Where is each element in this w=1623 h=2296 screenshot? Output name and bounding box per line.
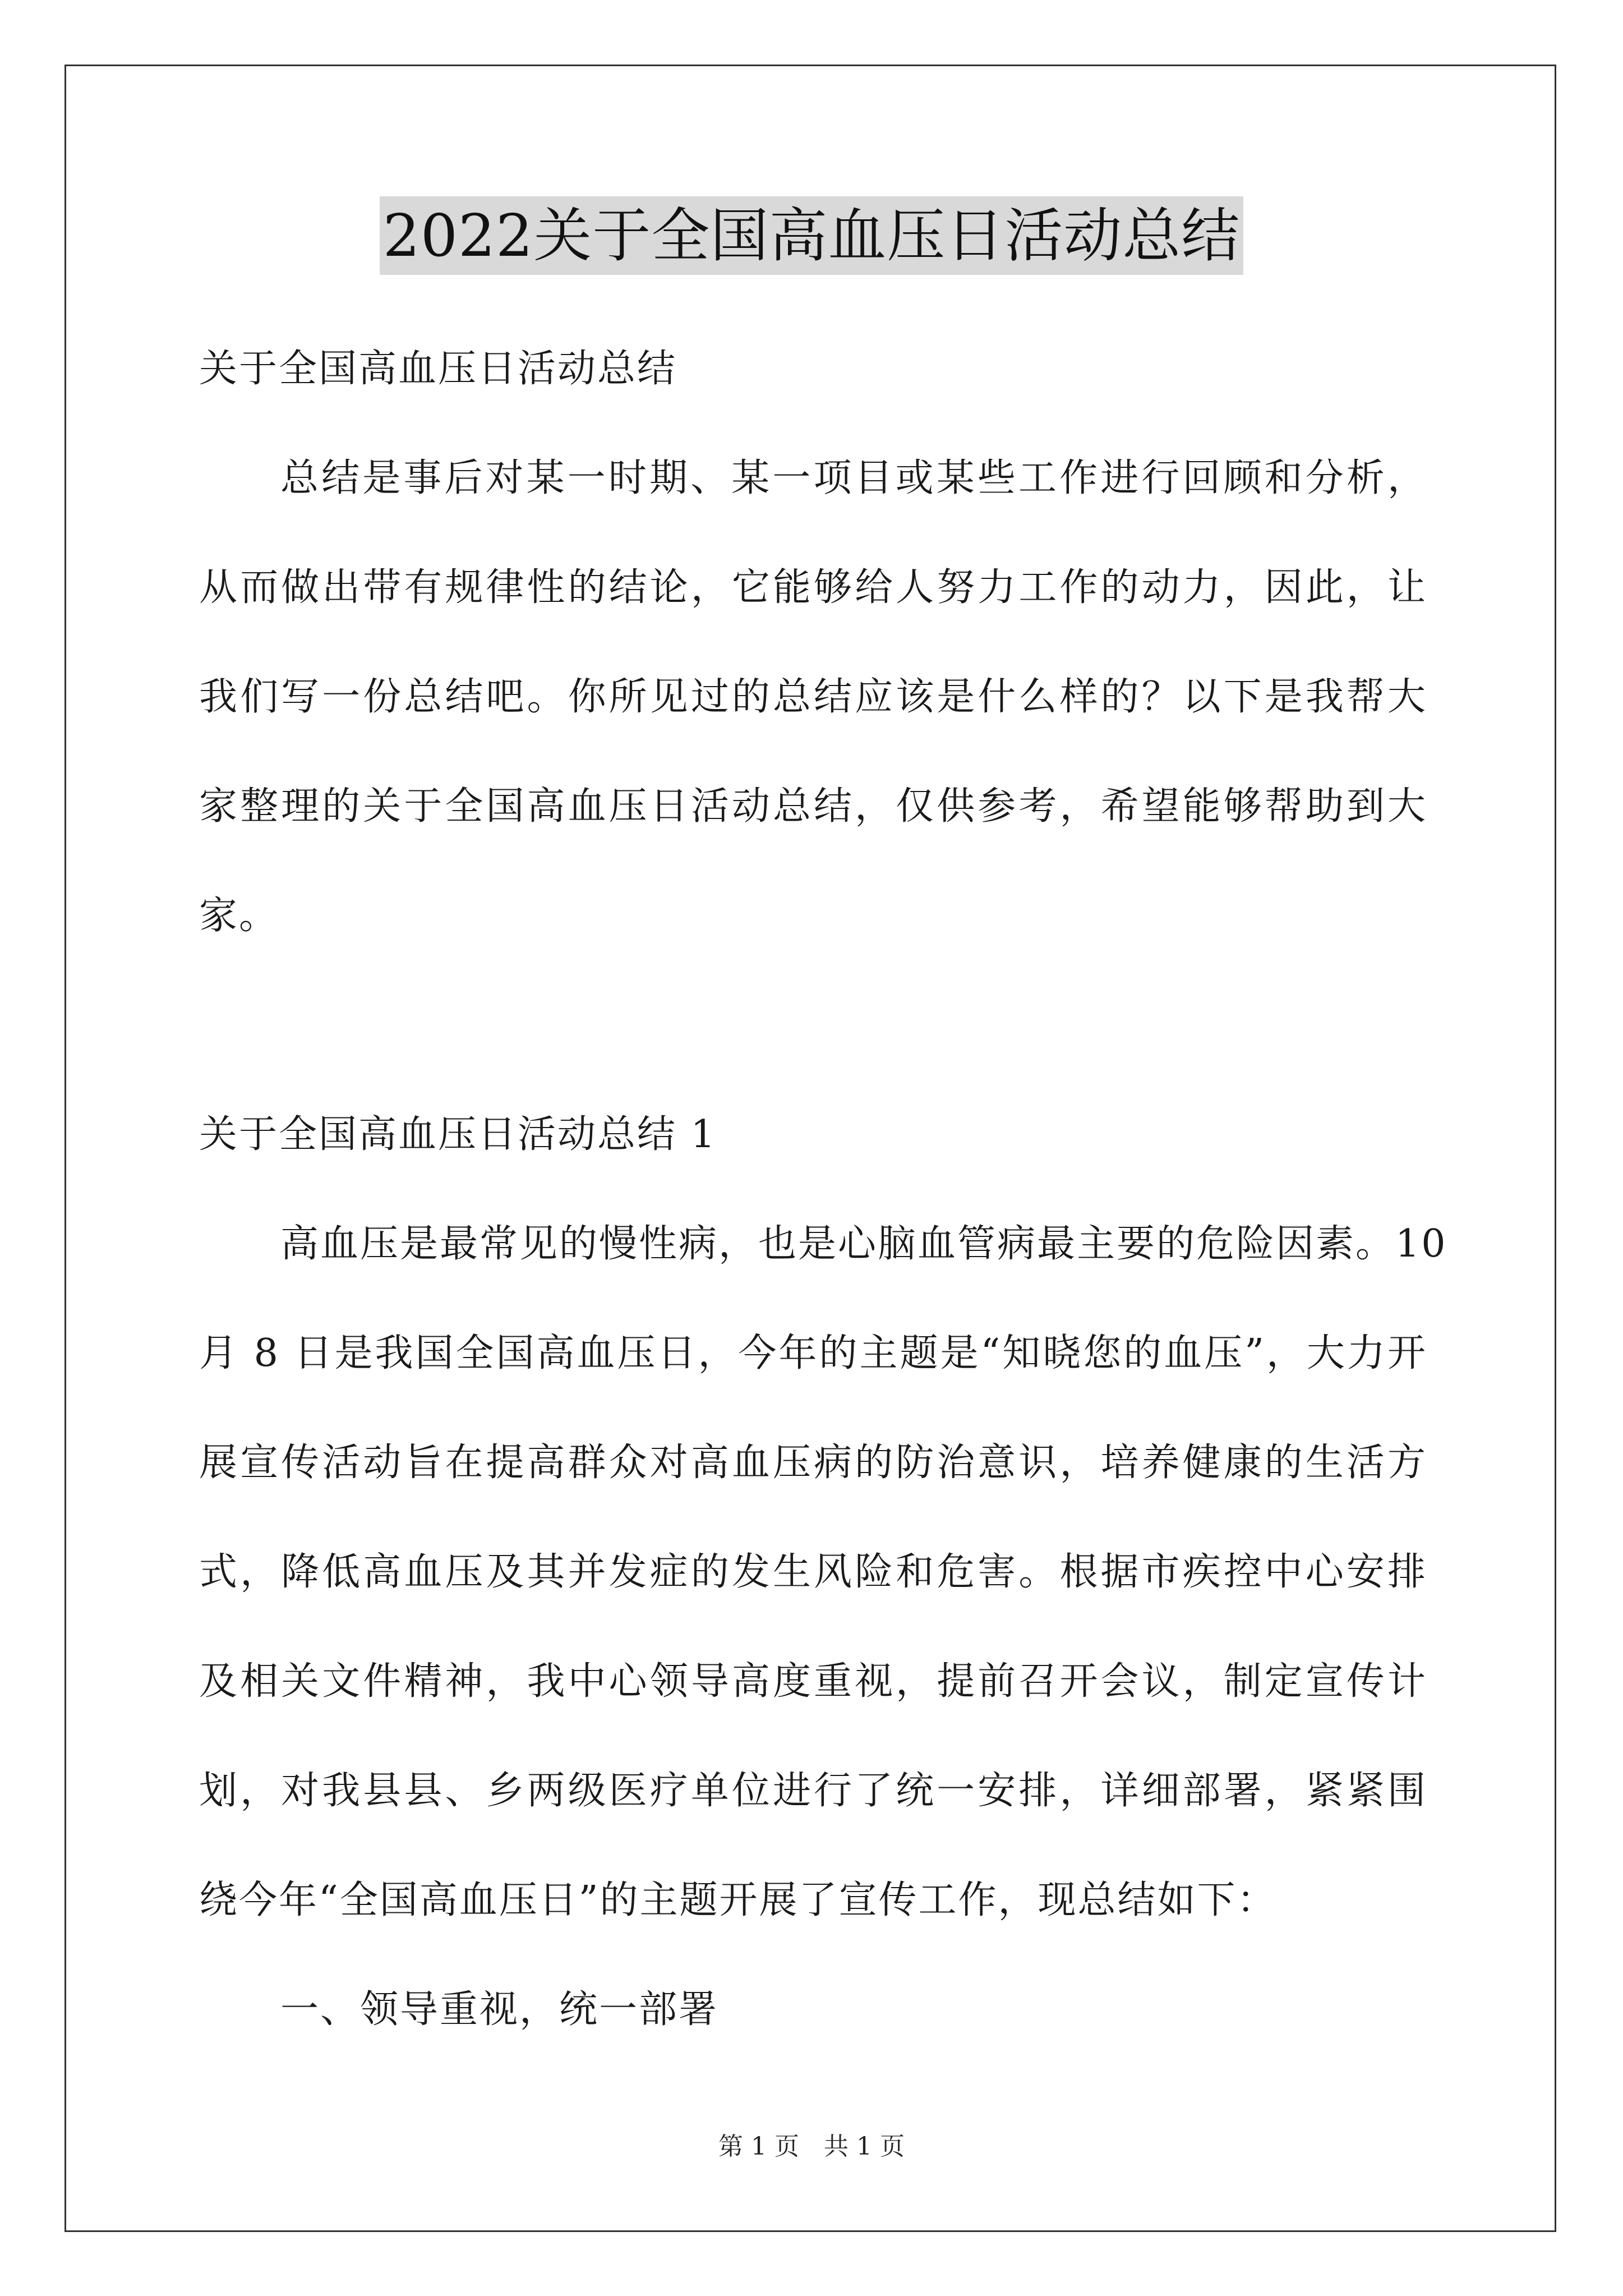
blank-line xyxy=(199,970,1427,1080)
page-number: 第 1 页 共 1 页 xyxy=(718,2132,905,2161)
paragraph-line: 家。 xyxy=(199,894,279,938)
paragraph-line: 从而做出带有规律性的结论，它能够给人努力工作的动力，因此，让 xyxy=(199,565,1427,610)
document-title: 2022关于全国高血压日活动总结 xyxy=(380,196,1244,275)
title-container xyxy=(0,196,1623,275)
document-body xyxy=(199,314,1447,2064)
paragraph-line: 式，降低高血压及其并发症的发生风险和危害。根据市疾控中心安排 xyxy=(199,1550,1427,1594)
paragraph-line: 及相关文件精神，我中心领导高度重视，提前召开会议，制定宣传计 xyxy=(199,1659,1427,1704)
body-paragraph xyxy=(199,1189,1447,1955)
intro-paragraph xyxy=(199,424,1427,970)
document-subtitle: 关于全国高血压日活动总结 xyxy=(199,347,677,391)
item-heading: 一、领导重视，统一部署 xyxy=(280,1987,719,2032)
paragraph-line: 月 8 日是我国全国高血压日，今年的主题是“知晓您的血压”，大力开 xyxy=(199,1331,1427,1375)
paragraph-line: 划，对我县县、乡两级医疗单位进行了统一安排，详细部署，紧紧围 xyxy=(199,1769,1427,1813)
paragraph-line: 总结是事后对某一时期、某一项目或某些工作进行回顾和分析， xyxy=(280,456,1427,500)
section-heading: 关于全国高血压日活动总结 1 xyxy=(199,1112,717,1157)
paragraph-line: 绕今年“全国高血压日”的主题开展了宣传工作，现总结如下： xyxy=(199,1878,1277,1922)
paragraph-line: 我们写一份总结吧。你所见过的总结应该是什么样的？以下是我帮大 xyxy=(199,675,1427,719)
paragraph-line: 展宣传活动旨在提高群众对高血压病的防治意识，培养健康的生活方 xyxy=(199,1441,1427,1485)
paragraph-line: 高血压是最常见的慢性病，也是心脑血管病最主要的危险因素。10 xyxy=(280,1222,1447,1266)
paragraph-line: 家整理的关于全国高血压日活动总结，仅供参考，希望能够帮助到大 xyxy=(199,784,1427,829)
